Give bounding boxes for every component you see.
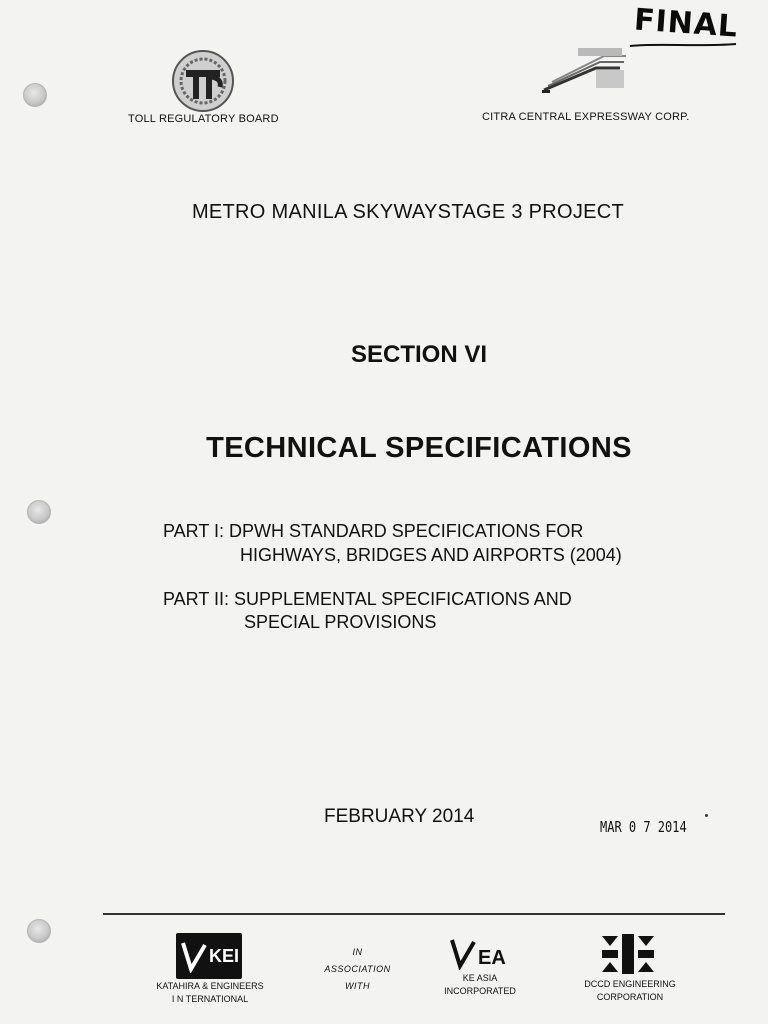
assoc-line-1: IN bbox=[352, 947, 363, 957]
katahira-line-2: I N TERNATIONAL bbox=[171, 994, 249, 1004]
footer-rule bbox=[103, 913, 725, 915]
final-underline bbox=[628, 40, 740, 50]
kei-logo-mark bbox=[179, 939, 209, 973]
document-title: TECHNICAL SPECIFICATIONS bbox=[206, 432, 632, 464]
received-date-stamp: MAR 0 7 2014 bbox=[600, 818, 687, 836]
ke-asia-logo-mark bbox=[449, 936, 477, 970]
ke-asia-logo-text: EA bbox=[478, 947, 506, 969]
dccd-logo bbox=[596, 932, 660, 976]
dccd-label bbox=[570, 978, 690, 1004]
kei-logo bbox=[176, 933, 242, 979]
final-annotation: FINAL bbox=[632, 2, 740, 45]
part-2-line-2: SPECIAL PROVISIONS bbox=[244, 612, 437, 632]
association-text bbox=[300, 944, 415, 995]
assoc-line-3: WITH bbox=[345, 981, 370, 991]
katahira-engineers-label bbox=[140, 980, 280, 1006]
document-date: FEBRUARY 2014 bbox=[324, 806, 475, 827]
assoc-line-2: ASSOCIATION bbox=[324, 964, 391, 974]
toll-regulatory-board-label: TOLL REGULATORY BOARD bbox=[128, 113, 279, 125]
dccd-line-1: DCCD ENGINEERING bbox=[584, 979, 676, 989]
punch-hole-top bbox=[23, 83, 47, 107]
section-heading: SECTION VI bbox=[350, 341, 488, 368]
part-1-line-1: PART I: DPWH STANDARD SPECIFICATIONS FOR bbox=[163, 521, 584, 541]
punch-hole-middle bbox=[27, 500, 51, 524]
part-2-line-1: PART II: SUPPLEMENTAL SPECIFICATIONS AND bbox=[163, 589, 572, 609]
stamp-dot bbox=[705, 814, 708, 817]
ke-asia-line-2: INCORPORATED bbox=[444, 986, 516, 996]
project-title: METRO MANILA SKYWAYSTAGE 3 PROJECT bbox=[191, 201, 625, 223]
ke-asia-logo bbox=[449, 936, 506, 970]
ke-asia-label bbox=[420, 972, 540, 998]
ke-asia-line-1: KE ASIA bbox=[462, 973, 498, 983]
citra-central-label: CITRA CENTRAL EXPRESSWAY CORP. bbox=[482, 111, 690, 123]
punch-hole-bottom bbox=[27, 919, 51, 943]
katahira-line-1: KATAHIRA & ENGINEERS bbox=[156, 981, 264, 991]
citra-central-logo bbox=[538, 40, 634, 96]
part-1-line-2: HIGHWAYS, BRIDGES AND AIRPORTS (2004) bbox=[240, 545, 622, 565]
dccd-line-2: CORPORATION bbox=[596, 992, 664, 1002]
kei-logo-text: KEI bbox=[208, 945, 239, 966]
toll-regulatory-board-logo bbox=[170, 48, 236, 114]
